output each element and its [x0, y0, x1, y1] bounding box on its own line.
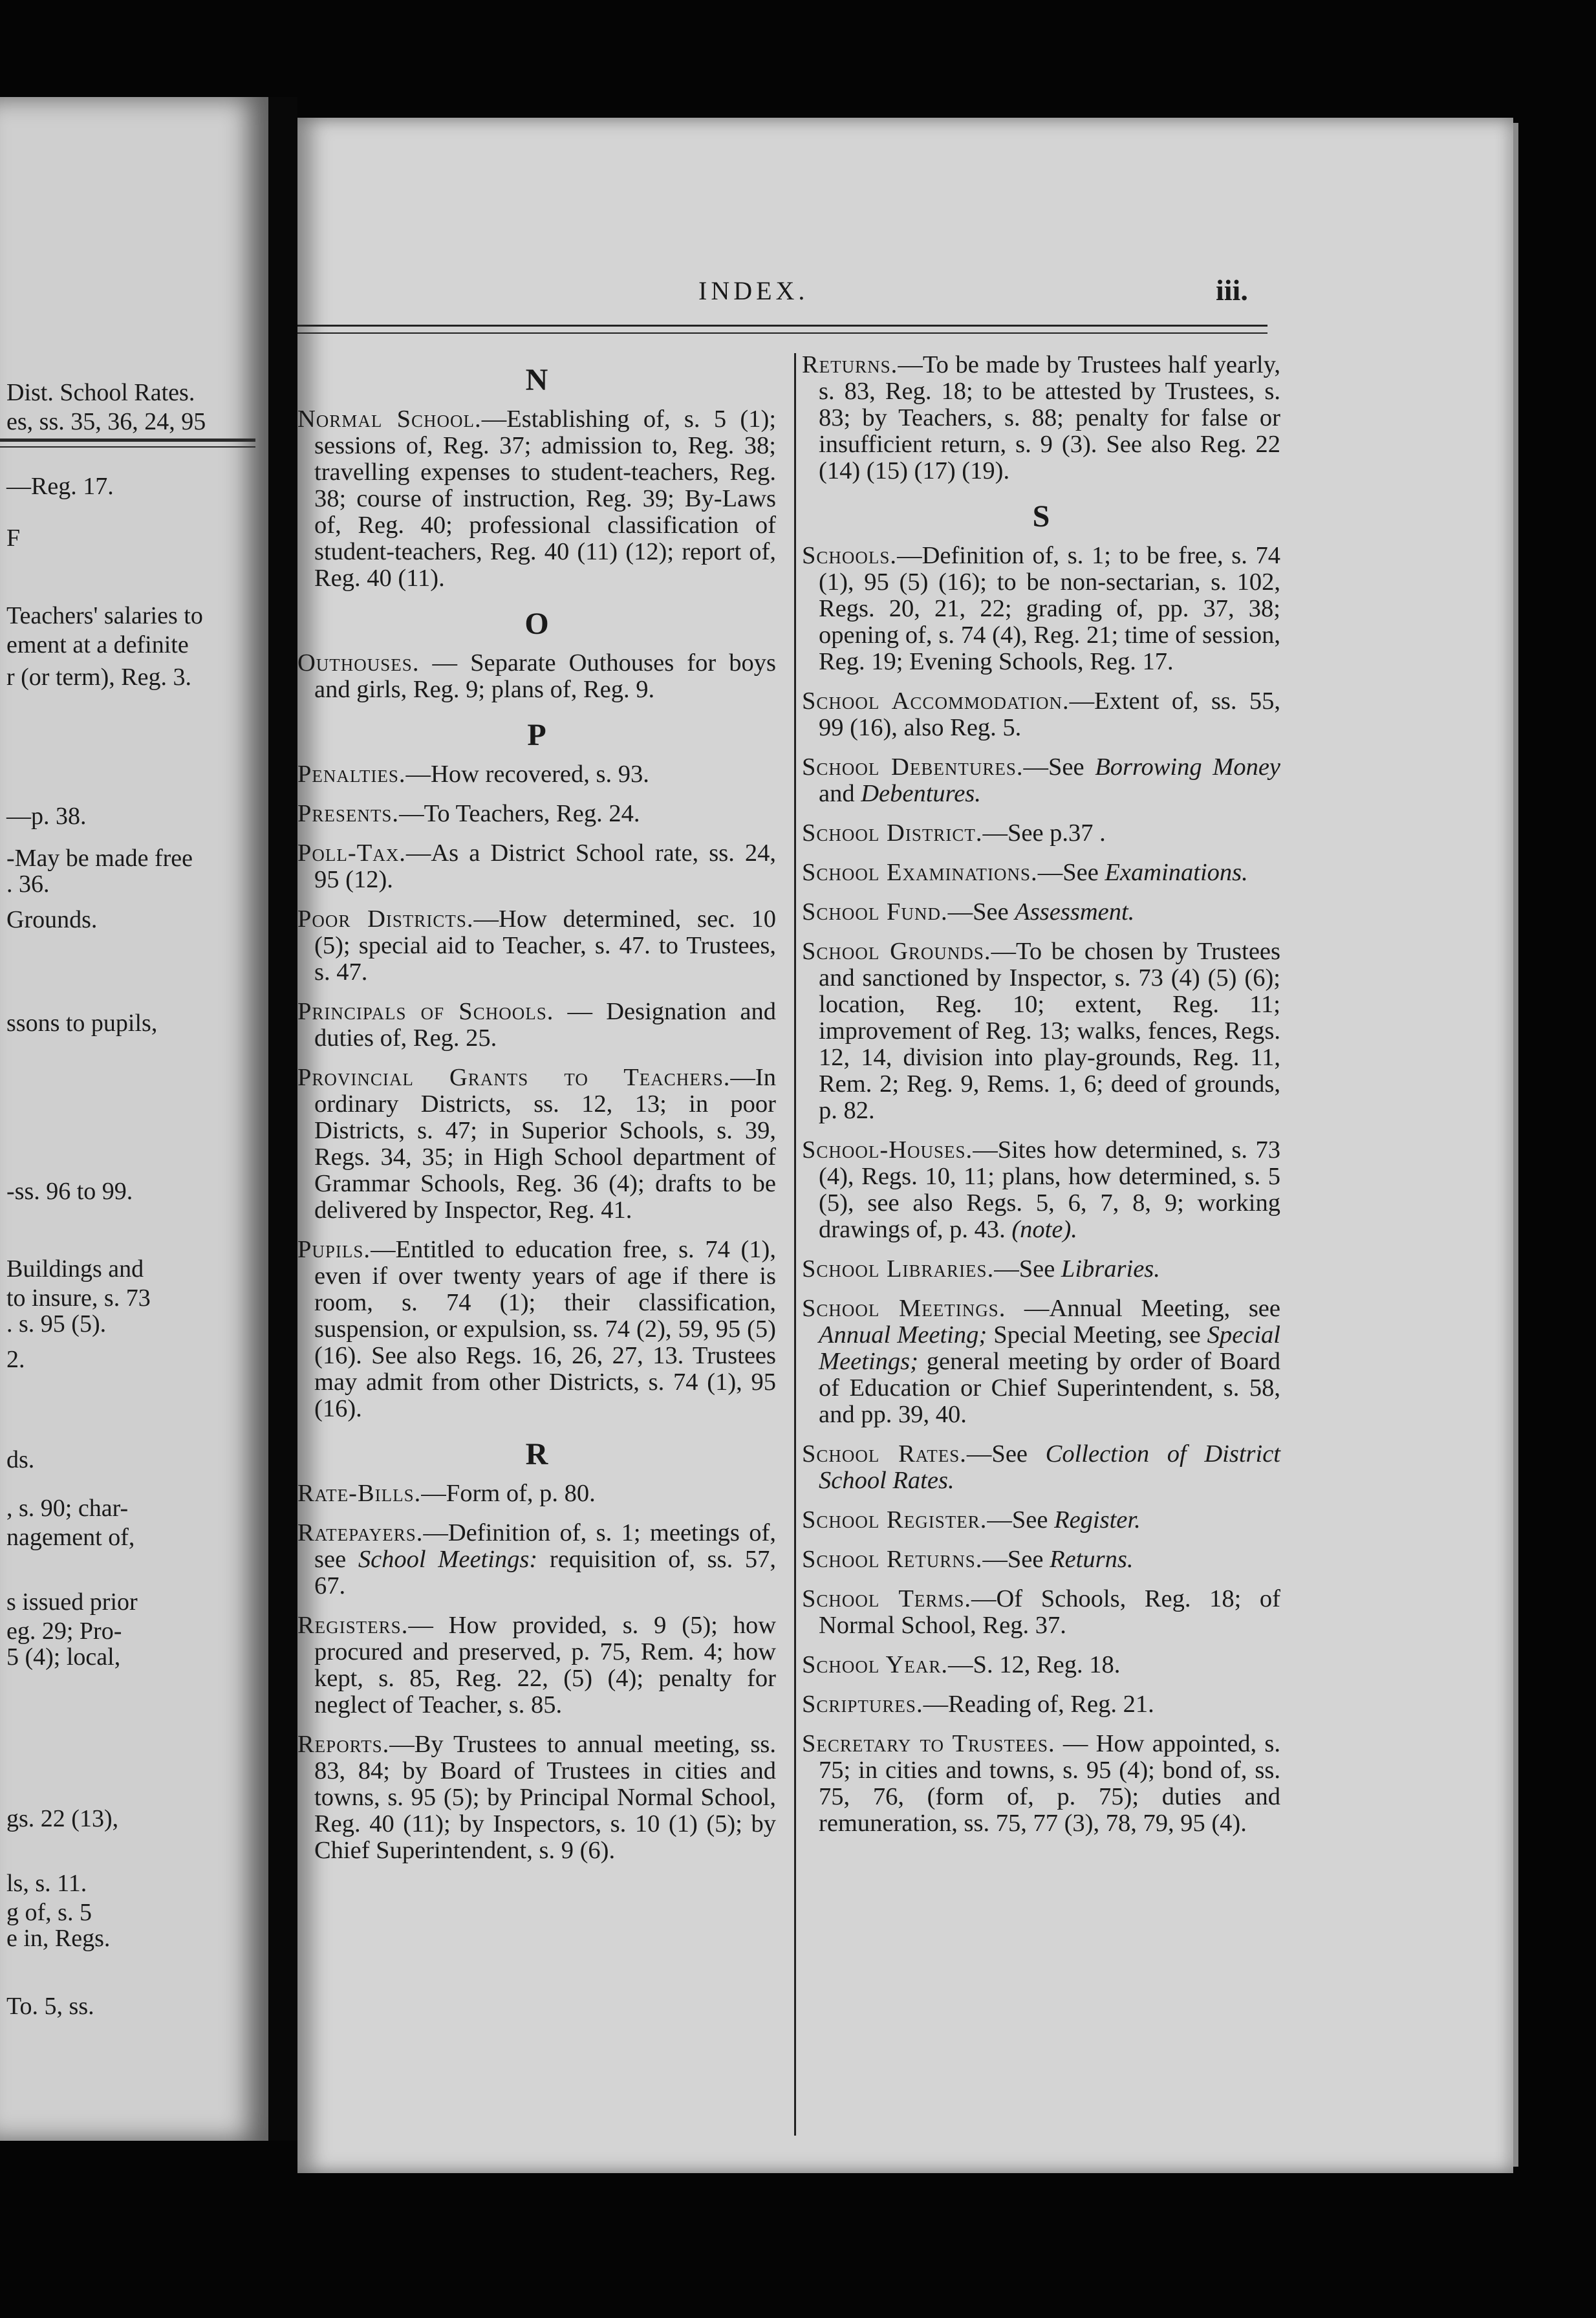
- index-entry: [802, 1691, 1280, 1718]
- section-letter: N: [525, 363, 548, 397]
- facing-page-line: gs. 22 (13),: [6, 1805, 119, 1832]
- facing-page-line: Teachers' salaries to: [6, 602, 203, 629]
- entry-headword: Registers.: [297, 1612, 409, 1639]
- entry-text: —See: [1023, 753, 1095, 781]
- entry-headword: School Year.: [802, 1651, 949, 1678]
- entry-text: —To Teachers, Reg. 24.: [399, 800, 640, 827]
- entry-text: —See: [987, 1506, 1055, 1533]
- entry-text: —To be made by Trustees half yearly, s. 83, Reg. 18; to be attested by Trustees, s. 83; by Teachers, s. 88; penalty for false or insufficient return, s. 9 (3). See also Reg. 22 (14) (15) (17) (19).: [819, 351, 1280, 484]
- book-gutter: [268, 97, 297, 2141]
- entry-headword: Pupils.: [297, 1236, 371, 1263]
- index-entry: [297, 1520, 776, 1599]
- entry-headword: School Returns.: [802, 1546, 983, 1573]
- entry-text: — Designation and duties of, Reg. 25.: [314, 998, 776, 1052]
- entry-crossref: Collection of District School Rates.: [819, 1440, 1280, 1494]
- header-rule: [297, 325, 1267, 327]
- index-entry: [802, 754, 1280, 807]
- facing-page-line: 2.: [6, 1346, 25, 1373]
- entry-text: —To be chosen by Trustees and sanctioned by Inspector, s. 73 (4) (5) (6); location, Reg. 10; extent, Reg. 11; improvement of Reg. 13; walks, fences, Regs. 12, 14, division into play-grounds, Reg. 11, Rem. 2; Reg. 9, Rems. 1, 6; deed of grounds, p. 82.: [819, 938, 1280, 1124]
- facing-page-line: eg. 29; Pro-: [6, 1618, 122, 1645]
- entry-headword: School Terms.: [802, 1585, 971, 1612]
- entry-headword: Returns.: [802, 351, 898, 378]
- facing-page-line: e in, Regs.: [6, 1925, 111, 1952]
- entry-headword: School Examinations.: [802, 859, 1038, 886]
- entry-text: —Definition of, s. 1; meetings of, see: [314, 1519, 776, 1573]
- entry-text: —See: [982, 1546, 1050, 1573]
- index-entry: [802, 1652, 1280, 1678]
- facing-page-line: g of, s. 5: [6, 1899, 92, 1926]
- index-entry: [802, 688, 1280, 741]
- index-entry: [802, 352, 1280, 484]
- entry-headword: Presents.: [297, 800, 400, 827]
- entry-headword: School Accommodation.: [802, 688, 1070, 715]
- facing-page-line: ls, s. 11.: [6, 1870, 87, 1897]
- entry-headword: Reports.: [297, 1731, 390, 1758]
- entry-headword: School Fund.: [802, 898, 948, 926]
- entry-crossref: Examinations.: [1105, 859, 1248, 886]
- facing-page-line: 5 (4); local,: [6, 1643, 121, 1671]
- index-entry: [297, 1612, 776, 1718]
- entry-headword: Principals of Schools.: [297, 998, 554, 1025]
- entry-text: —Annual Meeting, see: [1006, 1295, 1280, 1322]
- entry-text: —How determined, sec. 10 (5); special aid to Teacher, s. 47. to Trustees, s. 47.: [314, 905, 776, 986]
- entry-text: —By Trustees to annual meeting, ss. 83, 84; by Board of Trustees in cities and towns, s. 95 (5); by Principal Normal School, Reg. 40 (11); by Inspectors, s. 10 (1) (5); by Chief Superintendent, s. 9 (6).: [314, 1731, 776, 1864]
- entry-headword: Secretary to Trustees.: [802, 1730, 1055, 1757]
- index-column-right: [802, 352, 1280, 1850]
- index-entry: [802, 1586, 1280, 1639]
- entry-text: —Establishing of, s. 5 (1); sessions of, Reg. 37; admission to, Reg. 38; travelling expenses to student-teachers, Reg. 38; course of instruction, Reg. 39; By-Laws of, Reg. 40; professional classification of student-teachers, Reg. 40 (11) (12); report of, Reg. 40 (11).: [314, 406, 777, 592]
- facing-page-line: F: [6, 525, 21, 552]
- facing-page-line: , s. 90; char-: [6, 1495, 129, 1522]
- entry-text: —Extent of, ss. 55, 99 (16), also Reg. 5.: [819, 688, 1280, 741]
- entry-headword: School Meetings.: [802, 1295, 1006, 1322]
- entry-text: requisition of, ss. 57, 67.: [314, 1546, 776, 1599]
- entry-text: —See: [1037, 859, 1105, 886]
- facing-page-line: ds.: [6, 1446, 35, 1473]
- entry-text: —See p.37 .: [982, 819, 1106, 847]
- entry-text: — How appointed, s. 75; in cities and towns, s. 95 (4); bond of, ss. 75, 76, (form of, p. 75); duties and remuneration, ss. 75, 77 (3), 78, 79, 95 (4).: [819, 1730, 1280, 1837]
- entry-text: —Form of, p. 80.: [421, 1480, 596, 1507]
- facing-page-line: —p. 38.: [6, 803, 87, 830]
- entry-text: Special Meeting, see: [987, 1321, 1207, 1349]
- index-column-left: [297, 352, 776, 1877]
- entry-crossref: Libraries.: [1061, 1255, 1160, 1283]
- section-letter: O: [524, 607, 549, 641]
- running-header: [297, 276, 1513, 314]
- index-entry: [297, 999, 776, 1052]
- entry-headword: School Grounds.: [802, 938, 991, 965]
- facing-page-line: Grounds.: [6, 906, 98, 933]
- facing-page-line: To. 5, ss.: [6, 1993, 94, 2020]
- index-entry: [802, 860, 1280, 886]
- facing-page-line: -ss. 96 to 99.: [6, 1178, 133, 1205]
- entry-text: —Reading of, Reg. 21.: [923, 1691, 1154, 1718]
- index-entry: [802, 543, 1280, 675]
- facing-page-line: r (or term), Reg. 3.: [6, 664, 191, 691]
- entry-text: —See: [994, 1255, 1061, 1283]
- facing-page-line: Dist. School Rates.: [6, 379, 195, 406]
- section-letter: R: [525, 1437, 548, 1471]
- entry-crossref: School Meetings:: [358, 1546, 538, 1573]
- index-entry: [297, 1237, 776, 1422]
- entry-headword: Poor Districts.: [297, 905, 474, 933]
- entry-headword: School-Houses.: [802, 1136, 973, 1164]
- entry-crossref: Register.: [1054, 1506, 1141, 1533]
- entry-text: —See: [966, 1440, 1046, 1468]
- facing-page-line: to insure, s. 73: [6, 1284, 151, 1312]
- facing-page-line: ssons to pupils,: [6, 1010, 158, 1037]
- facing-page-line: -May be made free: [6, 845, 193, 872]
- entry-headword: School District.: [802, 819, 983, 847]
- entry-headword: Penalties.: [297, 761, 406, 788]
- entry-crossref: (note).: [1011, 1216, 1077, 1243]
- index-entry: [297, 1065, 776, 1224]
- entry-text: —In ordinary Districts, ss. 12, 13; in poor Districts, s. 47; in Superior Schools, s. 39, Regs. 34, 35; in High School department of Grammar Schools, Reg. 36 (4); drafts to be delivered by Inspector, Reg. 41.: [314, 1064, 776, 1224]
- index-entry: [802, 938, 1280, 1124]
- facing-page-rule: [0, 446, 255, 448]
- facing-page-line: es, ss. 35, 36, 24, 95: [6, 408, 206, 435]
- entry-crossref: Assessment.: [1015, 898, 1135, 926]
- facing-page-line: . 36.: [6, 871, 50, 898]
- entry-text: general meeting by order of Board of Education or Chief Superintendent, s. 58, and pp. 39, 40.: [819, 1348, 1280, 1428]
- entry-headword: School Register.: [802, 1506, 987, 1533]
- entry-headword: School Debentures.: [802, 753, 1024, 781]
- index-entry: [297, 1480, 776, 1507]
- entry-text: —Definition of, s. 1; to be free, s. 74 (1), 95 (5) (16); to be non-sectarian, s. 102, Regs. 20, 21, 22; grading of, pp. 37, 38; opening of, s. 74 (4), Reg. 21; time of session, Reg. 19; Evening Schools, Reg. 17.: [819, 542, 1280, 675]
- entry-text: and: [819, 780, 861, 807]
- index-entry: [802, 899, 1280, 926]
- facing-page-line: nagement of,: [6, 1524, 135, 1551]
- entry-headword: Normal School.: [297, 406, 482, 433]
- entry-headword: School Libraries.: [802, 1255, 995, 1283]
- index-entry: [297, 801, 776, 827]
- entry-text: —How recovered, s. 93.: [405, 761, 649, 788]
- index-entry: [802, 1731, 1280, 1837]
- facing-page-line: ement at a definite: [6, 631, 189, 658]
- index-page: [297, 118, 1513, 2173]
- section-letter: P: [527, 718, 546, 752]
- entry-text: —Entitled to education free, s. 74 (1), even if over twenty years of age if there is room, s. 74 (1); their classification, suspension, or expulsion, ss. 74 (2), 59, 95 (5) (16). See also Regs. 16, 26, 27, 13. Trustees may admit from other Districts, s. 74 (1), 95 (16).: [314, 1236, 776, 1422]
- entry-text: —As a District School rate, ss. 24, 95 (12).: [314, 839, 776, 893]
- entry-text: —Of Schools, Reg. 18; of Normal School, Reg. 37.: [819, 1585, 1280, 1639]
- header-rule: [297, 332, 1267, 334]
- entry-headword: School Rates.: [802, 1440, 967, 1468]
- entry-headword: Scriptures.: [802, 1691, 923, 1718]
- index-entry: [297, 906, 776, 986]
- index-entry: [802, 820, 1280, 847]
- facing-page-line: s issued prior: [6, 1588, 138, 1616]
- entry-headword: Rate-Bills.: [297, 1480, 422, 1507]
- header-title: INDEX.: [698, 276, 809, 305]
- index-entry: [802, 1295, 1280, 1428]
- index-entry: [802, 1507, 1280, 1533]
- entry-crossref: Special Meetings;: [819, 1321, 1280, 1375]
- facing-page-rule: [0, 439, 255, 442]
- section-letter: S: [1032, 499, 1050, 534]
- column-divider: [794, 353, 796, 2136]
- facing-page-line: —Reg. 17.: [6, 473, 114, 500]
- entry-headword: Provincial Grants to Teachers.: [297, 1064, 731, 1091]
- entry-headword: Poll-Tax.: [297, 839, 406, 867]
- index-entry: [297, 761, 776, 788]
- index-entry: [802, 1546, 1280, 1573]
- entry-crossref: Returns.: [1050, 1546, 1134, 1573]
- entry-text: —S. 12, Reg. 18.: [948, 1651, 1121, 1678]
- index-entry: [297, 840, 776, 893]
- entry-headword: Schools.: [802, 542, 898, 569]
- facing-page-line: . s. 95 (5).: [6, 1310, 107, 1338]
- index-entry: [802, 1441, 1280, 1494]
- entry-text: — Separate Outhouses for boys and girls, Reg. 9; plans of, Reg. 9.: [314, 649, 776, 703]
- index-entry: [297, 406, 776, 592]
- facing-page-line: Buildings and: [6, 1255, 144, 1283]
- entry-text: —Sites how determined, s. 73 (4), Regs. 10, 11; plans, how determined, s. 5 (5), see also Regs. 5, 6, 7, 8, 9; working drawings of, p. 43.: [819, 1136, 1280, 1243]
- entry-headword: Ratepayers.: [297, 1519, 424, 1546]
- index-entry: [802, 1137, 1280, 1243]
- index-entry: [297, 1731, 776, 1864]
- facing-page: [0, 97, 268, 2141]
- entry-text: —See: [947, 898, 1015, 926]
- entry-crossref: Borrowing Money: [1095, 753, 1280, 781]
- entry-crossref: Debentures.: [861, 780, 981, 807]
- entry-headword: Outhouses.: [297, 649, 420, 677]
- entry-text: — How provided, s. 9 (5); how procured and preserved, p. 75, Rem. 4; how kept, s. 85, Reg. 22, (5) (4); penalty for neglect of Teacher, s. 85.: [314, 1612, 776, 1718]
- index-entry: [802, 1256, 1280, 1283]
- entry-crossref: Annual Meeting;: [819, 1321, 987, 1349]
- page-number: iii.: [1216, 274, 1248, 307]
- index-entry: [297, 650, 776, 703]
